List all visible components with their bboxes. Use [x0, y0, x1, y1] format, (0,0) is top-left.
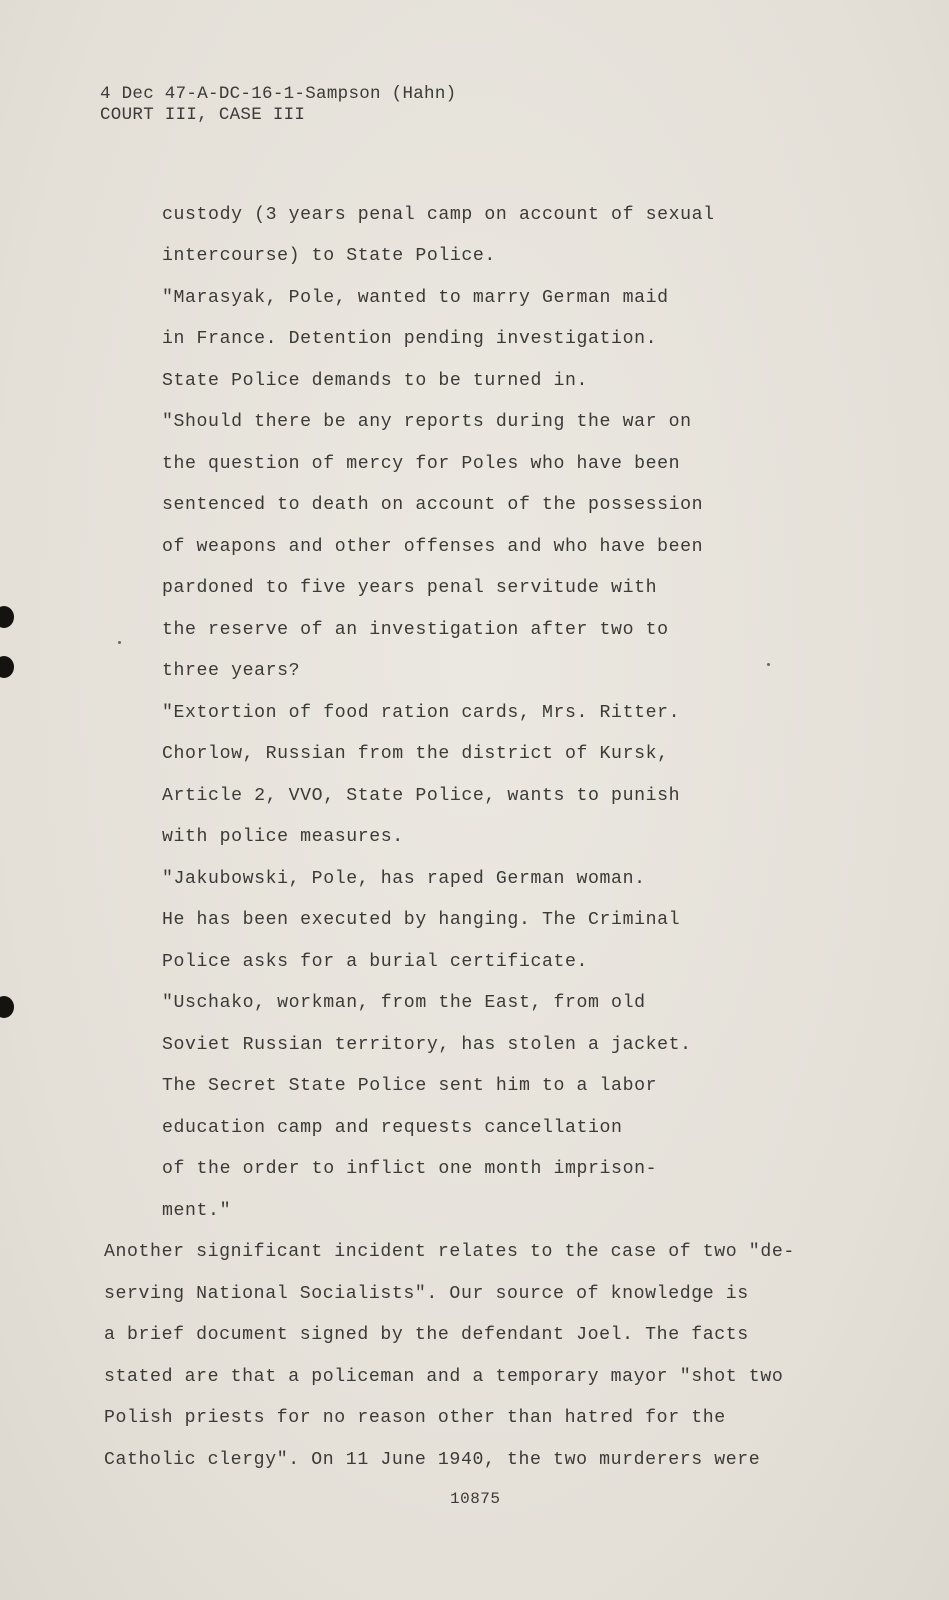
body-line: custody (3 years penal camp on account of sexual: [162, 205, 715, 225]
body-line: in France. Detention pending investigation.: [162, 329, 658, 349]
body-line: intercourse) to State Police.: [162, 246, 496, 266]
paper-speck: [767, 663, 770, 666]
body-line: "Jakubowski, Pole, has raped German woman.: [162, 869, 646, 889]
body-line: Soviet Russian territory, has stolen a jacket.: [162, 1035, 692, 1055]
body-line: sentenced to death on account of the possession: [162, 495, 704, 515]
body-line: with police measures.: [162, 827, 404, 847]
body-line: a brief document signed by the defendant Joel. The facts: [104, 1325, 749, 1345]
body-line: State Police demands to be turned in.: [162, 371, 589, 391]
body-line: the reserve of an investigation after two to: [162, 620, 669, 640]
body-line: ment.": [162, 1201, 232, 1221]
body-line: Polish priests for no reason other than hatred for the: [104, 1408, 726, 1428]
body-line: of weapons and other offenses and who have been: [162, 537, 704, 557]
body-line: "Extortion of food ration cards, Mrs. Ritter.: [162, 703, 681, 723]
body-line: Another significant incident relates to the case of two "de-: [104, 1242, 795, 1262]
page-number: 10875: [450, 1490, 501, 1508]
body-line: "Marasyak, Pole, wanted to marry German maid: [162, 288, 669, 308]
body-line: Catholic clergy". On 11 June 1940, the two murderers were: [104, 1450, 761, 1470]
body-line: "Should there be any reports during the war on: [162, 412, 692, 432]
body-line: pardoned to five years penal servitude with: [162, 578, 658, 598]
header-docket-line: 4 Dec 47-A-DC-16-1-Sampson (Hahn): [100, 84, 457, 104]
body-line: He has been executed by hanging. The Criminal: [162, 910, 681, 930]
body-line: three years?: [162, 661, 301, 681]
body-line: Article 2, VVO, State Police, wants to punish: [162, 786, 681, 806]
body-line: Chorlow, Russian from the district of Kursk,: [162, 744, 669, 764]
header-court-line: COURT III, CASE III: [100, 105, 306, 125]
body-line: The Secret State Police sent him to a labor: [162, 1076, 658, 1096]
body-line: "Uschako, workman, from the East, from old: [162, 993, 646, 1013]
paper-speck: [118, 641, 121, 644]
body-line: stated are that a policeman and a temporary mayor "shot two: [104, 1367, 784, 1387]
body-line: serving National Socialists". Our source of knowledge is: [104, 1284, 749, 1304]
body-line: of the order to inflict one month imprison-: [162, 1159, 658, 1179]
body-line: the question of mercy for Poles who have been: [162, 454, 681, 474]
body-line: Police asks for a burial certificate.: [162, 952, 589, 972]
body-line: education camp and requests cancellation: [162, 1118, 623, 1138]
